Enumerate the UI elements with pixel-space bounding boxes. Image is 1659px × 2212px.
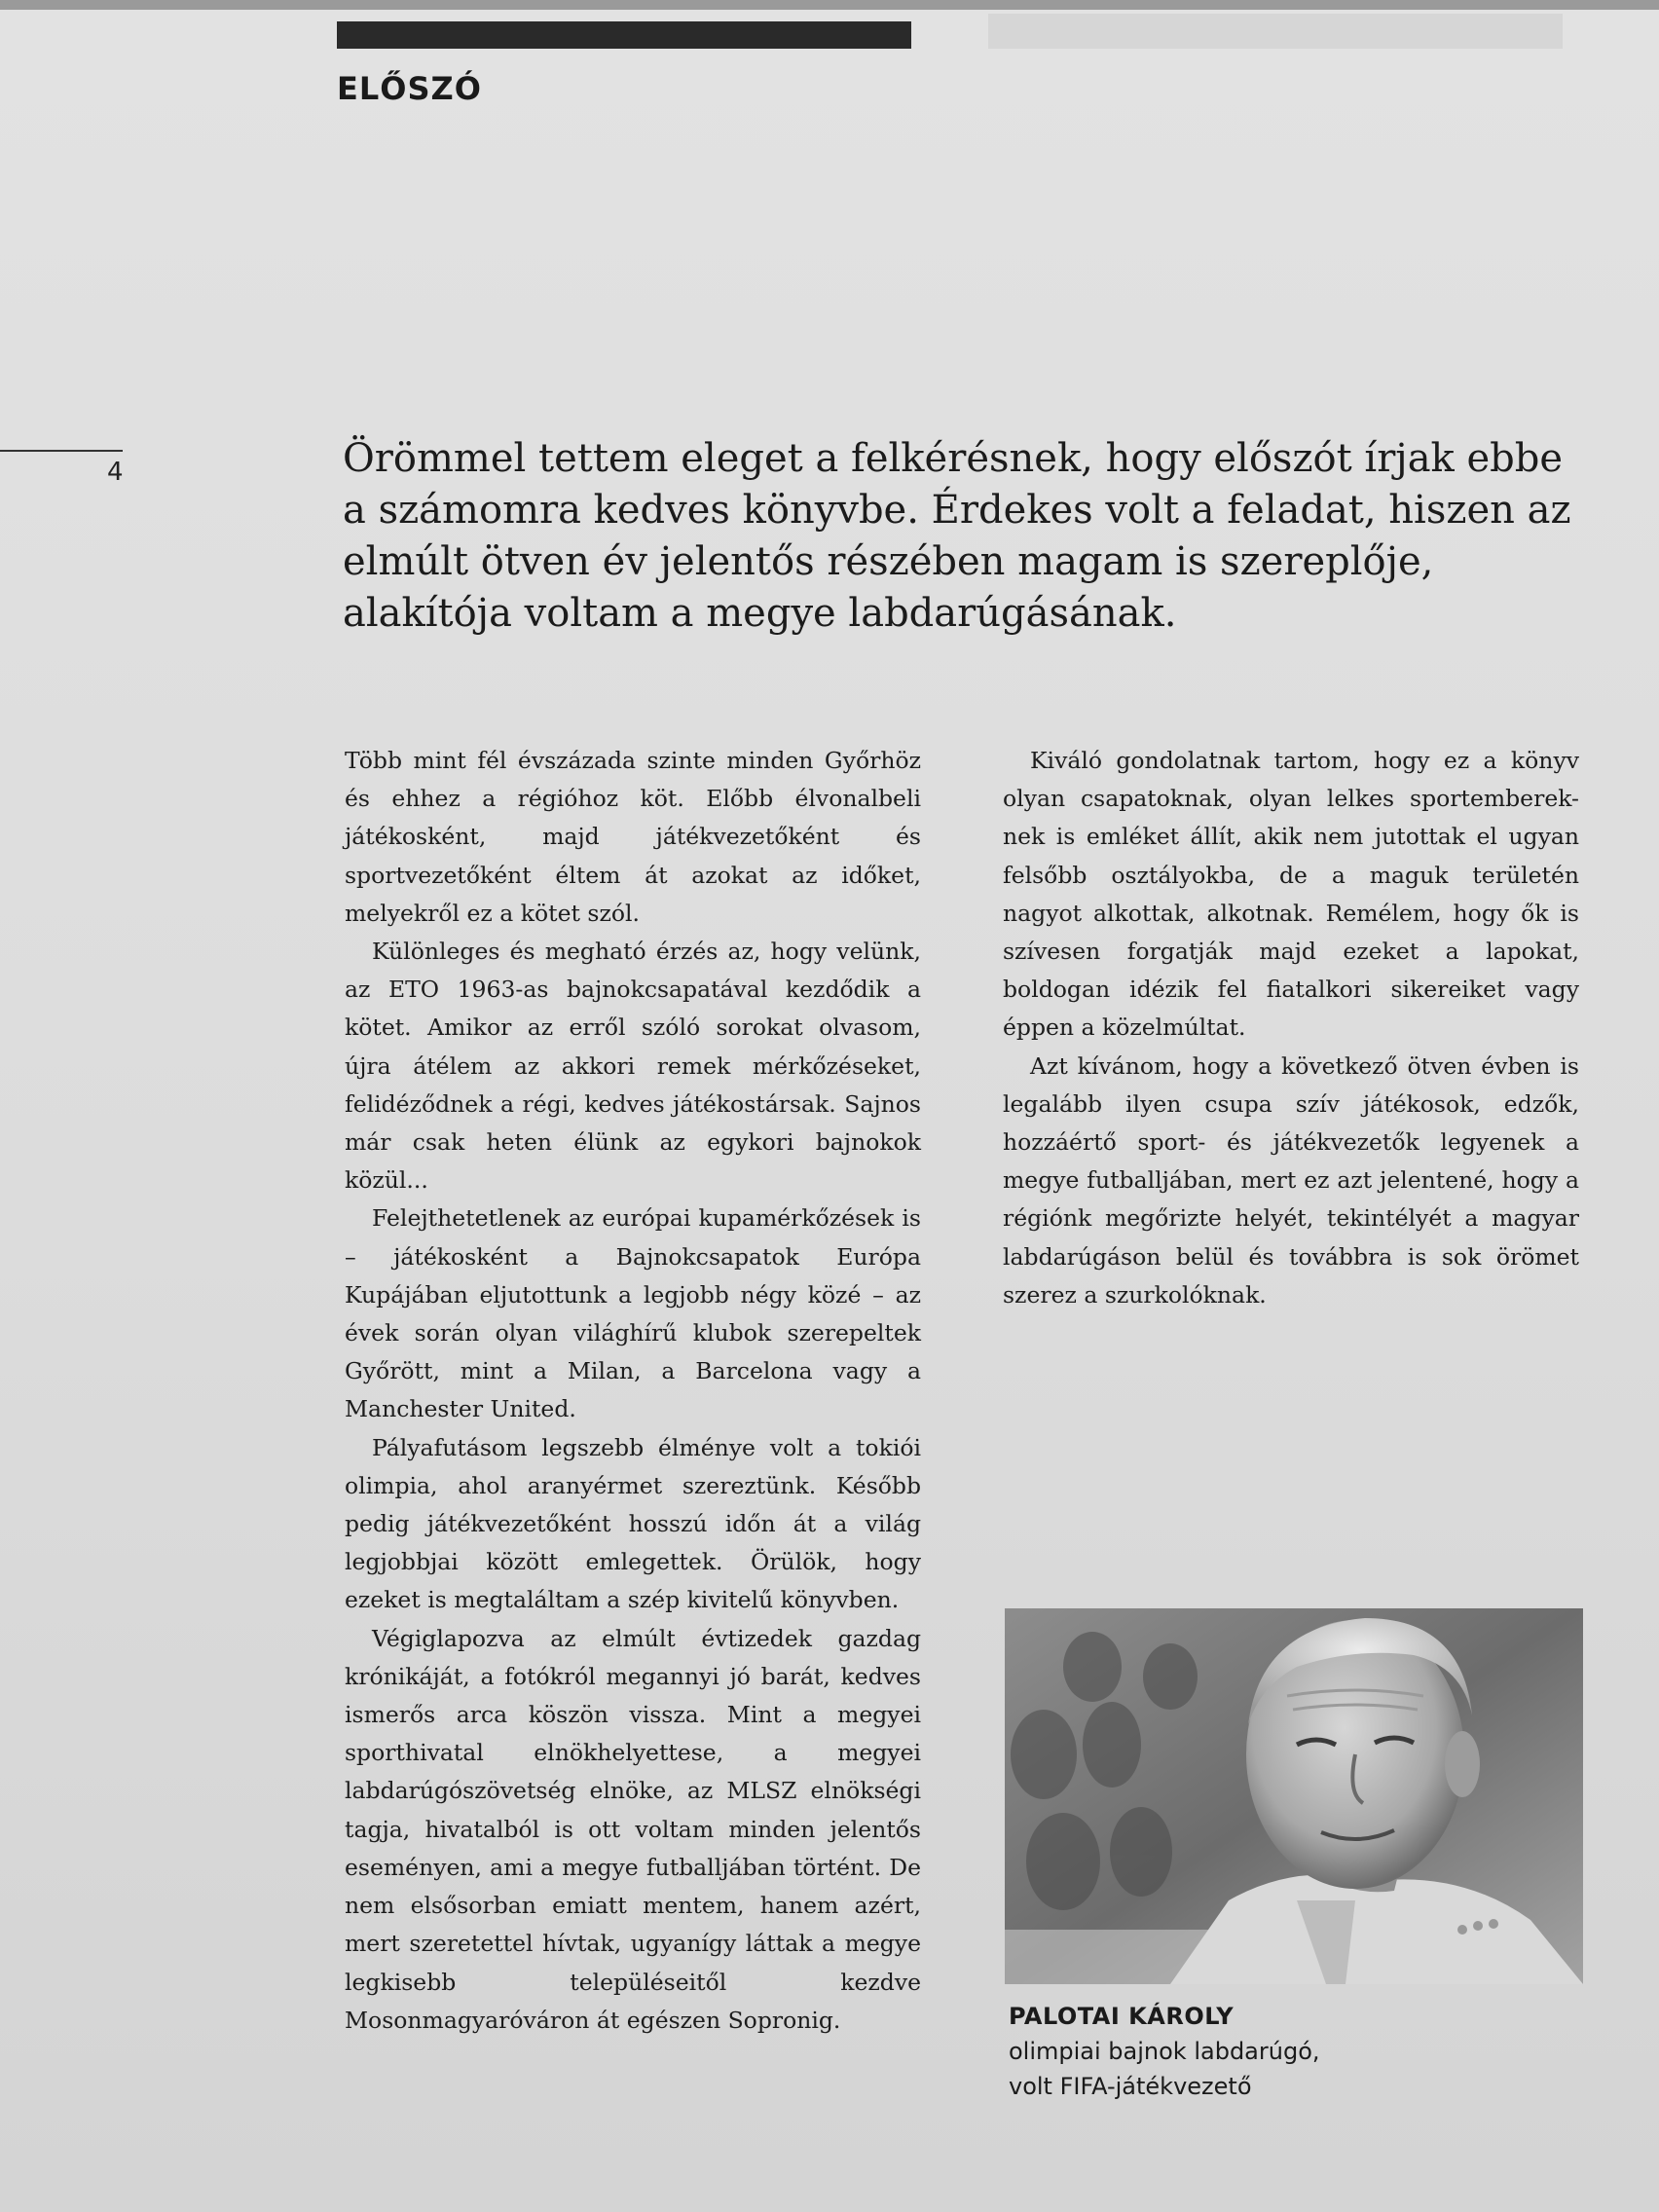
portrait-photo xyxy=(1005,1608,1583,1984)
body-paragraph: Felejthetetlenek az európai kupamérkőzések is – játékosként a Bajnokcsapatok Európa Kupájában eljutottunk a legjobb négy közé – az évek során olyan világhírű klubok szerepeltek Győrött, mint a Milan, a Barcelona vagy a Manchester United. xyxy=(345,1204,921,1423)
body-paragraph: Végiglapozva az elmúlt évtizedek gazdag krónikáját, a fotókról megannyi jó barát, kedves ismerős arca köszön vissza. Mint a megyei sporthivatal elnökhelyettese, a megyei labdarúgószövetség elnöke, az MLSZ elnökségi tagja, hivatalból is ott voltam minden jelentős eseményen, ami a megye futballjában történt. De nem elsősorban emiatt mentem, hanem azért, mert szeretettel hívtak, ugyanígy láttak a megye legkisebb településeitől kezdve Mosonmagyaróváron át egészen Sopronig. xyxy=(345,1624,921,2034)
body-paragraph: Különleges és megható érzés az, hogy velünk, az ETO 1963-as bajnokcsapatával kezdődik a kötet. Amikor az erről szóló sorokat olvasom, újra átélem az akkori remek mérkőzéseket, felidéződnek a régi, kedves játékostársak. Sajnos már csak heten élünk az egykori bajnokok közül... xyxy=(345,938,921,1195)
page-number: 4 xyxy=(107,458,124,487)
portrait-photo-illustration xyxy=(1005,1608,1583,1984)
page-top-edge xyxy=(0,0,1659,10)
facing-page-bleed xyxy=(988,14,1563,49)
body-paragraph: Több mint fél évszázada szinte minden Győrhöz és ehhez a régióhoz köt. Előbb élvonalbeli játékosként, majd játékvezetőként és sportvezetőként éltem át azokat az időket, melyekről ez a kötet szól. xyxy=(345,747,921,927)
body-column-left xyxy=(345,742,921,2040)
lead-paragraph: Örömmel tettem eleget a felkérésnek, hogy előszót írjak ebbe a számomra kedves könyvbe. Érdekes volt a feladat, hiszen az elmúlt ötven év jelentős részében magam is szereplője, alakítója voltam a megye labdarúgásának. xyxy=(343,436,1571,636)
photo-caption xyxy=(1009,1999,1320,2104)
body-paragraph: Kiváló gondolatnak tartom, hogy ez a könyv olyan csapatoknak, olyan lelkes sportemberek-nek is emléket állít, akik nem jutottak el ugyan felsőbb osztályokba, de a maguk területén nagyot alkottak, alkotnak. Remélem, hogy ők is szívesen forgatják majd ezeket a lapokat, boldogan idézik fel fiatalkori sikereiket vagy éppen a közelmúltat. xyxy=(1003,747,1579,1042)
caption-line: olimpiai bajnok labdarúgó, xyxy=(1009,2038,1320,2065)
header-bar xyxy=(337,21,911,49)
page-number-rule xyxy=(0,450,123,452)
body-column-right xyxy=(1003,742,1579,1314)
caption-line: volt FIFA-játékvezető xyxy=(1009,2073,1252,2100)
caption-name: PALOTAI KÁROLY xyxy=(1009,2003,1235,2030)
body-paragraph: Pályafutásom legszebb élménye volt a tokiói olimpia, ahol aranyérmet szereztünk. Később pedig játékvezetőként hosszú időn át a világ legjobbjai között emlegettek. Örülök, hogy ezeket is megtaláltam a szép kivitelű könyvben. xyxy=(345,1433,921,1614)
section-title: ELŐSZÓ xyxy=(337,70,482,107)
body-paragraph: Azt kívánom, hogy a következő ötven évben is legalább ilyen csupa szív játékosok, edzők, hozzáértő sport- és játékvezetők legyenek a megye futballjában, mert ez azt jelentené, hogy a régiónk megőrizte helyét, tekintélyét a magyar labdarúgáson belül és továbbra is sok örömet szerez a szurkolóknak. xyxy=(1003,1051,1579,1309)
